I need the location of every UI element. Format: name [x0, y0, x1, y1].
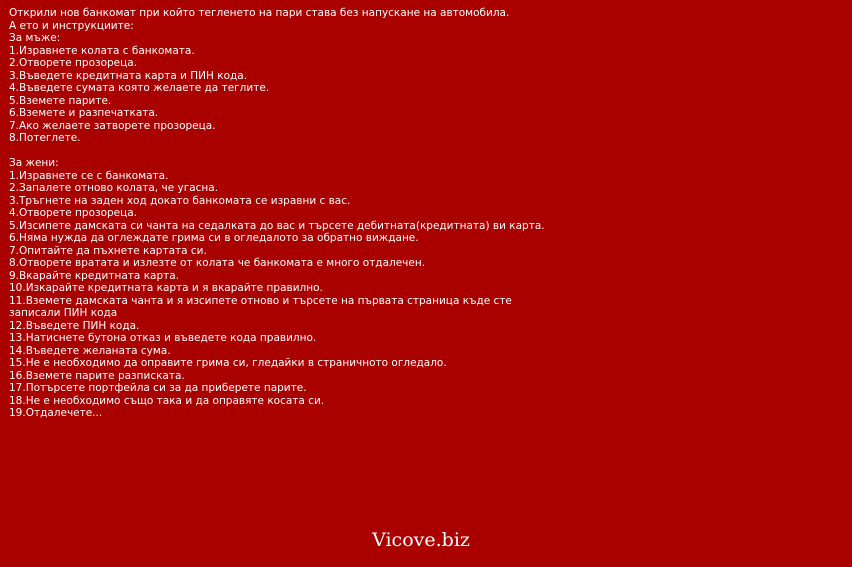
intro-line-2: А ето и инструкциите:	[9, 19, 134, 32]
list-item: 14.Въведете желаната сума.	[9, 344, 171, 357]
list-item: 3.Въведете кредитната карта и ПИН кода.	[9, 69, 248, 82]
list-item: 7.Ако желаете затворете прозореца.	[9, 119, 216, 132]
site-watermark: Vicove.biz	[372, 529, 470, 551]
list-item: 19.Отдалечете...	[9, 407, 103, 419]
joke-text	[9, 7, 839, 420]
list-item: 12.Въведете ПИН кода.	[9, 319, 140, 332]
list-item: 7.Опитайте да пъхнете картата си.	[9, 244, 207, 257]
list-item: 4.Въведете сумата която желаете да теглите.	[9, 82, 270, 94]
section-spacer	[9, 145, 839, 158]
list-item: 6.Няма нужда да оглеждате грима си в огледалото за обратно виждане.	[9, 232, 419, 244]
women-heading: За жени:	[9, 157, 59, 169]
list-item: 9.Вкарайте кредитната карта.	[9, 269, 180, 282]
men-list	[9, 45, 839, 145]
list-item: 4.Отворете прозореца.	[9, 207, 138, 219]
list-item: 1.Изравнете се с банкомата.	[9, 169, 169, 182]
list-item: 2.Отворете прозореца.	[9, 57, 138, 69]
list-item: 16.Вземете парите разписката.	[9, 369, 185, 382]
list-item: 17.Потърсете портфейла си за да приберете парите.	[9, 382, 307, 394]
list-item: 5.Изсипете дамската си чанта на седалката до вас и търсете дебитната(кредитната) ви карта.	[9, 219, 545, 232]
list-item: 18.Не е необходимо също така и да оправяте косата си.	[9, 394, 325, 407]
list-item: 8.Потеглете.	[9, 132, 81, 144]
list-item: 8.Отворете вратата и излезте от колата че банкомата е много отдалечен.	[9, 257, 426, 269]
list-item: 3.Тръгнете на заден ход докато банкомата се изравни с вас.	[9, 194, 351, 207]
women-list	[9, 170, 839, 420]
list-item: 6.Вземете и разпечатката.	[9, 107, 159, 119]
list-item: 1.Изравнете колата с банкомата.	[9, 44, 195, 57]
list-item: 2.Запалете отново колата, че угасна.	[9, 182, 219, 194]
list-item: 11.Вземете дамската чанта и я изсипете отново и търсете на първата страница къде сте записали ПИН кода	[9, 294, 512, 319]
list-item: 15.Не е необходимо да оправите грима си, гледайки в страничното огледало.	[9, 357, 447, 369]
intro-line-1: Открили нов банкомат при който тегленето на пари става без напускане на автомобила.	[9, 7, 510, 19]
list-item: 13.Натиснете бутона отказ и въведете кода правилно.	[9, 332, 317, 344]
men-heading: За мъже:	[9, 32, 61, 44]
list-item: 10.Изкарайте кредитната карта и я вкарайте правилно.	[9, 282, 323, 294]
list-item: 5.Вземете парите.	[9, 94, 112, 107]
